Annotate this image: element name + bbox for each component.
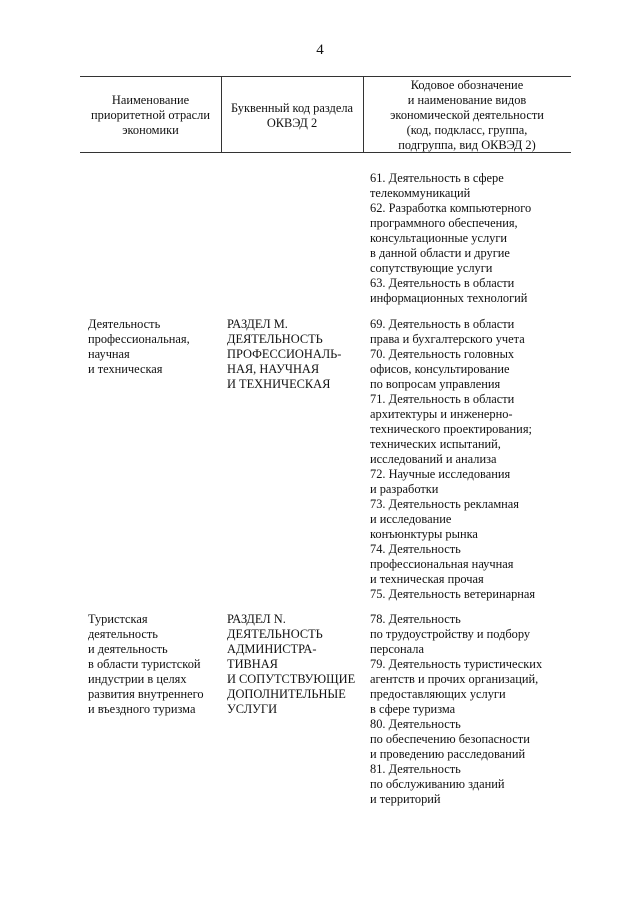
header-section-code [221, 101, 363, 131]
header-line: и наименование видов [407, 93, 527, 107]
section-line: ДЕЯТЕЛЬНОСТЬ [227, 332, 323, 346]
row-0-codes [370, 171, 531, 306]
code-line: 72. Научные исследования [370, 467, 511, 481]
code-line: технического проектирования; [370, 422, 532, 436]
code-line: и исследование [370, 512, 452, 526]
code-line: по вопросам управления [370, 377, 501, 391]
code-line: 75. Деятельность ветеринарная [370, 587, 536, 601]
code-line: 74. Деятельность [370, 542, 461, 556]
section-line: АДМИНИСТРА- [227, 642, 317, 656]
section-line: ДЕЯТЕЛЬНОСТЬ [227, 627, 323, 641]
code-line: и техническая прочая [370, 572, 484, 586]
industry-line: научная [88, 347, 130, 361]
code-line: архитектуры и инженерно- [370, 407, 513, 421]
industry-line: профессиональная, [88, 332, 190, 346]
code-line: по трудоустройству и подбору [370, 627, 531, 641]
code-line: консультационные услуги [370, 231, 508, 245]
header-line: Наименование [111, 93, 190, 107]
code-line: права и бухгалтерского учета [370, 332, 525, 346]
code-line: 71. Деятельность в области [370, 392, 515, 406]
code-line: сопутствующие услуги [370, 261, 493, 275]
industry-line: и деятельность [88, 642, 168, 656]
row-1-codes [370, 317, 535, 602]
code-line: 69. Деятельность в области [370, 317, 515, 331]
code-line: профессиональная научная [370, 557, 514, 571]
code-line: технических испытаний, [370, 437, 501, 451]
code-line: и разработки [370, 482, 439, 496]
industry-line: развития внутреннего [88, 687, 204, 701]
industry-line: и техническая [88, 362, 163, 376]
section-line: РАЗДЕЛ N. [227, 612, 286, 626]
code-line: информационных технологий [370, 291, 528, 305]
code-line: телекоммуникаций [370, 186, 471, 200]
page-number: 4 [316, 42, 324, 58]
industry-line: в области туристской [88, 657, 201, 671]
code-line: 61. Деятельность в сфере [370, 171, 504, 185]
code-line: 78. Деятельность [370, 612, 461, 626]
header-line: Буквенный код раздела [230, 101, 354, 115]
code-line: по обслуживанию зданий [370, 777, 505, 791]
code-line: в данной области и другие [370, 246, 510, 260]
section-line: ПРОФЕССИОНАЛЬ- [227, 347, 342, 361]
code-line: персонала [370, 642, 424, 656]
code-line: 73. Деятельность рекламная [370, 497, 520, 511]
industry-line: Туристская [88, 612, 148, 626]
code-line: конъюнктуры рынка [370, 527, 478, 541]
header-line: (код, подкласс, группа, [406, 123, 528, 137]
header-line: Кодовое обозначение [410, 78, 524, 92]
section-line: И СОПУТСТВУЮЩИЕ [227, 672, 356, 686]
header-line: приоритетной отрасли [91, 108, 210, 122]
code-line: офисов, консультирование [370, 362, 510, 376]
industry-line: деятельность [88, 627, 158, 641]
row-2-industry [88, 612, 204, 717]
row-1-section [227, 317, 341, 392]
code-line: программного обеспечения, [370, 216, 518, 230]
code-line: по обеспечению безопасности [370, 732, 530, 746]
section-line: ДОПОЛНИТЕЛЬНЫЕ [227, 687, 346, 701]
code-line: предоставляющих услуги [370, 687, 506, 701]
section-line: И ТЕХНИЧЕСКАЯ [227, 377, 331, 391]
code-line: и территорий [370, 792, 441, 806]
code-line: и проведению расследований [370, 747, 526, 761]
section-line: НАЯ, НАУЧНАЯ [227, 362, 320, 376]
header-line: подгруппа, вид ОКВЭД 2) [398, 138, 536, 152]
code-line: в сфере туризма [370, 702, 456, 716]
industry-line: Деятельность [88, 317, 161, 331]
industry-line: и въездного туризма [88, 702, 196, 716]
code-line: 70. Деятельность головных [370, 347, 515, 361]
code-line: агентств и прочих организаций, [370, 672, 539, 686]
table-top-rule [80, 76, 571, 77]
code-line: 80. Деятельность [370, 717, 461, 731]
row-2-section [227, 612, 355, 717]
header-industry [80, 93, 221, 138]
section-line: ТИВНАЯ [227, 657, 278, 671]
header-line: экономической деятельности [390, 108, 544, 122]
row-1-industry [88, 317, 190, 377]
header-line: экономики [122, 123, 179, 137]
code-line: 63. Деятельность в области [370, 276, 515, 290]
code-line: 79. Деятельность туристических [370, 657, 543, 671]
header-line: ОКВЭД 2 [266, 116, 318, 130]
code-line: 81. Деятельность [370, 762, 461, 776]
row-2-codes [370, 612, 542, 807]
section-line: РАЗДЕЛ М. [227, 317, 288, 331]
header-activity-codes [363, 78, 571, 153]
code-line: 62. Разработка компьютерного [370, 201, 532, 215]
code-line: исследований и анализа [370, 452, 497, 466]
section-line: УСЛУГИ [227, 702, 278, 716]
industry-line: индустрии в целях [88, 672, 187, 686]
